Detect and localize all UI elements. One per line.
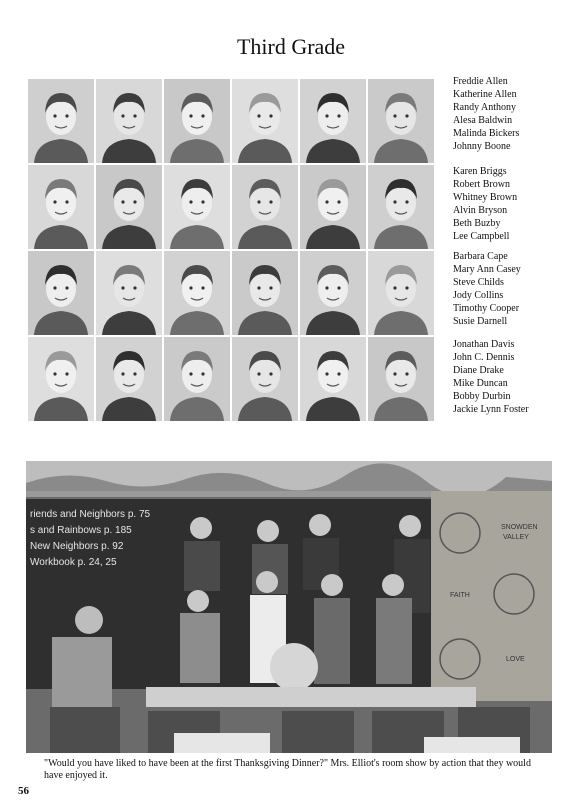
student-portrait <box>96 79 162 163</box>
student-portrait <box>164 251 230 335</box>
student-name: Alesa Baldwin <box>453 114 513 126</box>
student-name: Johnny Boone <box>453 140 511 152</box>
student-name: Beth Buzby <box>453 217 501 229</box>
student-name: Randy Anthony <box>453 101 517 113</box>
chalkboard-line-3: New Neighbors p. 92 <box>30 541 124 552</box>
banner-label-4: LOVE <box>506 656 525 663</box>
student-name: Steve Childs <box>453 276 504 288</box>
student-portrait <box>164 79 230 163</box>
student-name: Diane Drake <box>453 364 504 376</box>
student-name: Alvin Bryson <box>453 204 508 216</box>
student-portrait <box>232 337 298 421</box>
banner-label-3: FAITH <box>450 592 470 599</box>
student-name: Karen Briggs <box>453 166 507 177</box>
student-portrait <box>96 165 162 249</box>
student-name: Mike Duncan <box>453 377 508 389</box>
names-group <box>453 251 521 328</box>
student-portrait <box>28 251 94 335</box>
student-portrait <box>300 337 366 421</box>
banner-label-2: VALLEY <box>503 534 529 541</box>
student-name: Barbara Cape <box>453 251 508 262</box>
student-name: Robert Brown <box>453 178 510 190</box>
student-name: Jonathan Davis <box>453 339 515 350</box>
portrait-grid <box>28 79 434 421</box>
chalkboard-line-2: s and Rainbows p. 185 <box>30 525 132 536</box>
student-name: Susie Darnell <box>453 315 508 327</box>
student-portrait <box>368 165 434 249</box>
student-portrait <box>232 251 298 335</box>
student-portrait <box>232 165 298 249</box>
classroom-photo <box>26 461 552 753</box>
student-portrait <box>28 165 94 249</box>
student-name: John C. Dennis <box>453 351 515 363</box>
student-name: Malinda Bickers <box>453 127 520 139</box>
student-name: Bobby Durbin <box>453 390 511 402</box>
student-name: Mary Ann Casey <box>453 263 521 275</box>
student-portrait <box>164 337 230 421</box>
student-portrait <box>164 165 230 249</box>
names-group <box>453 76 519 153</box>
banner-label-1: SNOWDEN <box>501 524 538 531</box>
photo-caption: "Would you have liked to have been at the first Thanksgiving Dinner?" Mrs. Elliot's room show by action that they would have enjoyed it. <box>44 758 531 781</box>
student-portrait <box>28 337 94 421</box>
student-portrait <box>96 251 162 335</box>
student-portrait <box>368 79 434 163</box>
student-name: Freddie Allen <box>453 76 508 87</box>
page-number: 56 <box>18 785 29 797</box>
names-group <box>453 339 529 416</box>
student-portrait <box>96 337 162 421</box>
chalkboard-line-1: riends and Neighbors p. 75 <box>30 509 151 520</box>
student-name: Katherine Allen <box>453 88 517 100</box>
student-portrait <box>232 79 298 163</box>
student-portrait <box>28 79 94 163</box>
student-name: Lee Campbell <box>453 230 510 242</box>
student-name: Jody Collins <box>453 289 504 301</box>
student-name: Timothy Cooper <box>453 302 520 314</box>
student-name: Jackie Lynn Foster <box>453 403 529 415</box>
student-portrait <box>300 79 366 163</box>
student-portrait <box>368 251 434 335</box>
chalkboard-line-4: Workbook p. 24, 25 <box>30 557 117 568</box>
page-title: Third Grade <box>236 34 346 59</box>
student-portrait <box>368 337 434 421</box>
student-portrait <box>300 251 366 335</box>
names-group <box>453 166 517 243</box>
student-name: Whitney Brown <box>453 191 518 203</box>
student-portrait <box>300 165 366 249</box>
